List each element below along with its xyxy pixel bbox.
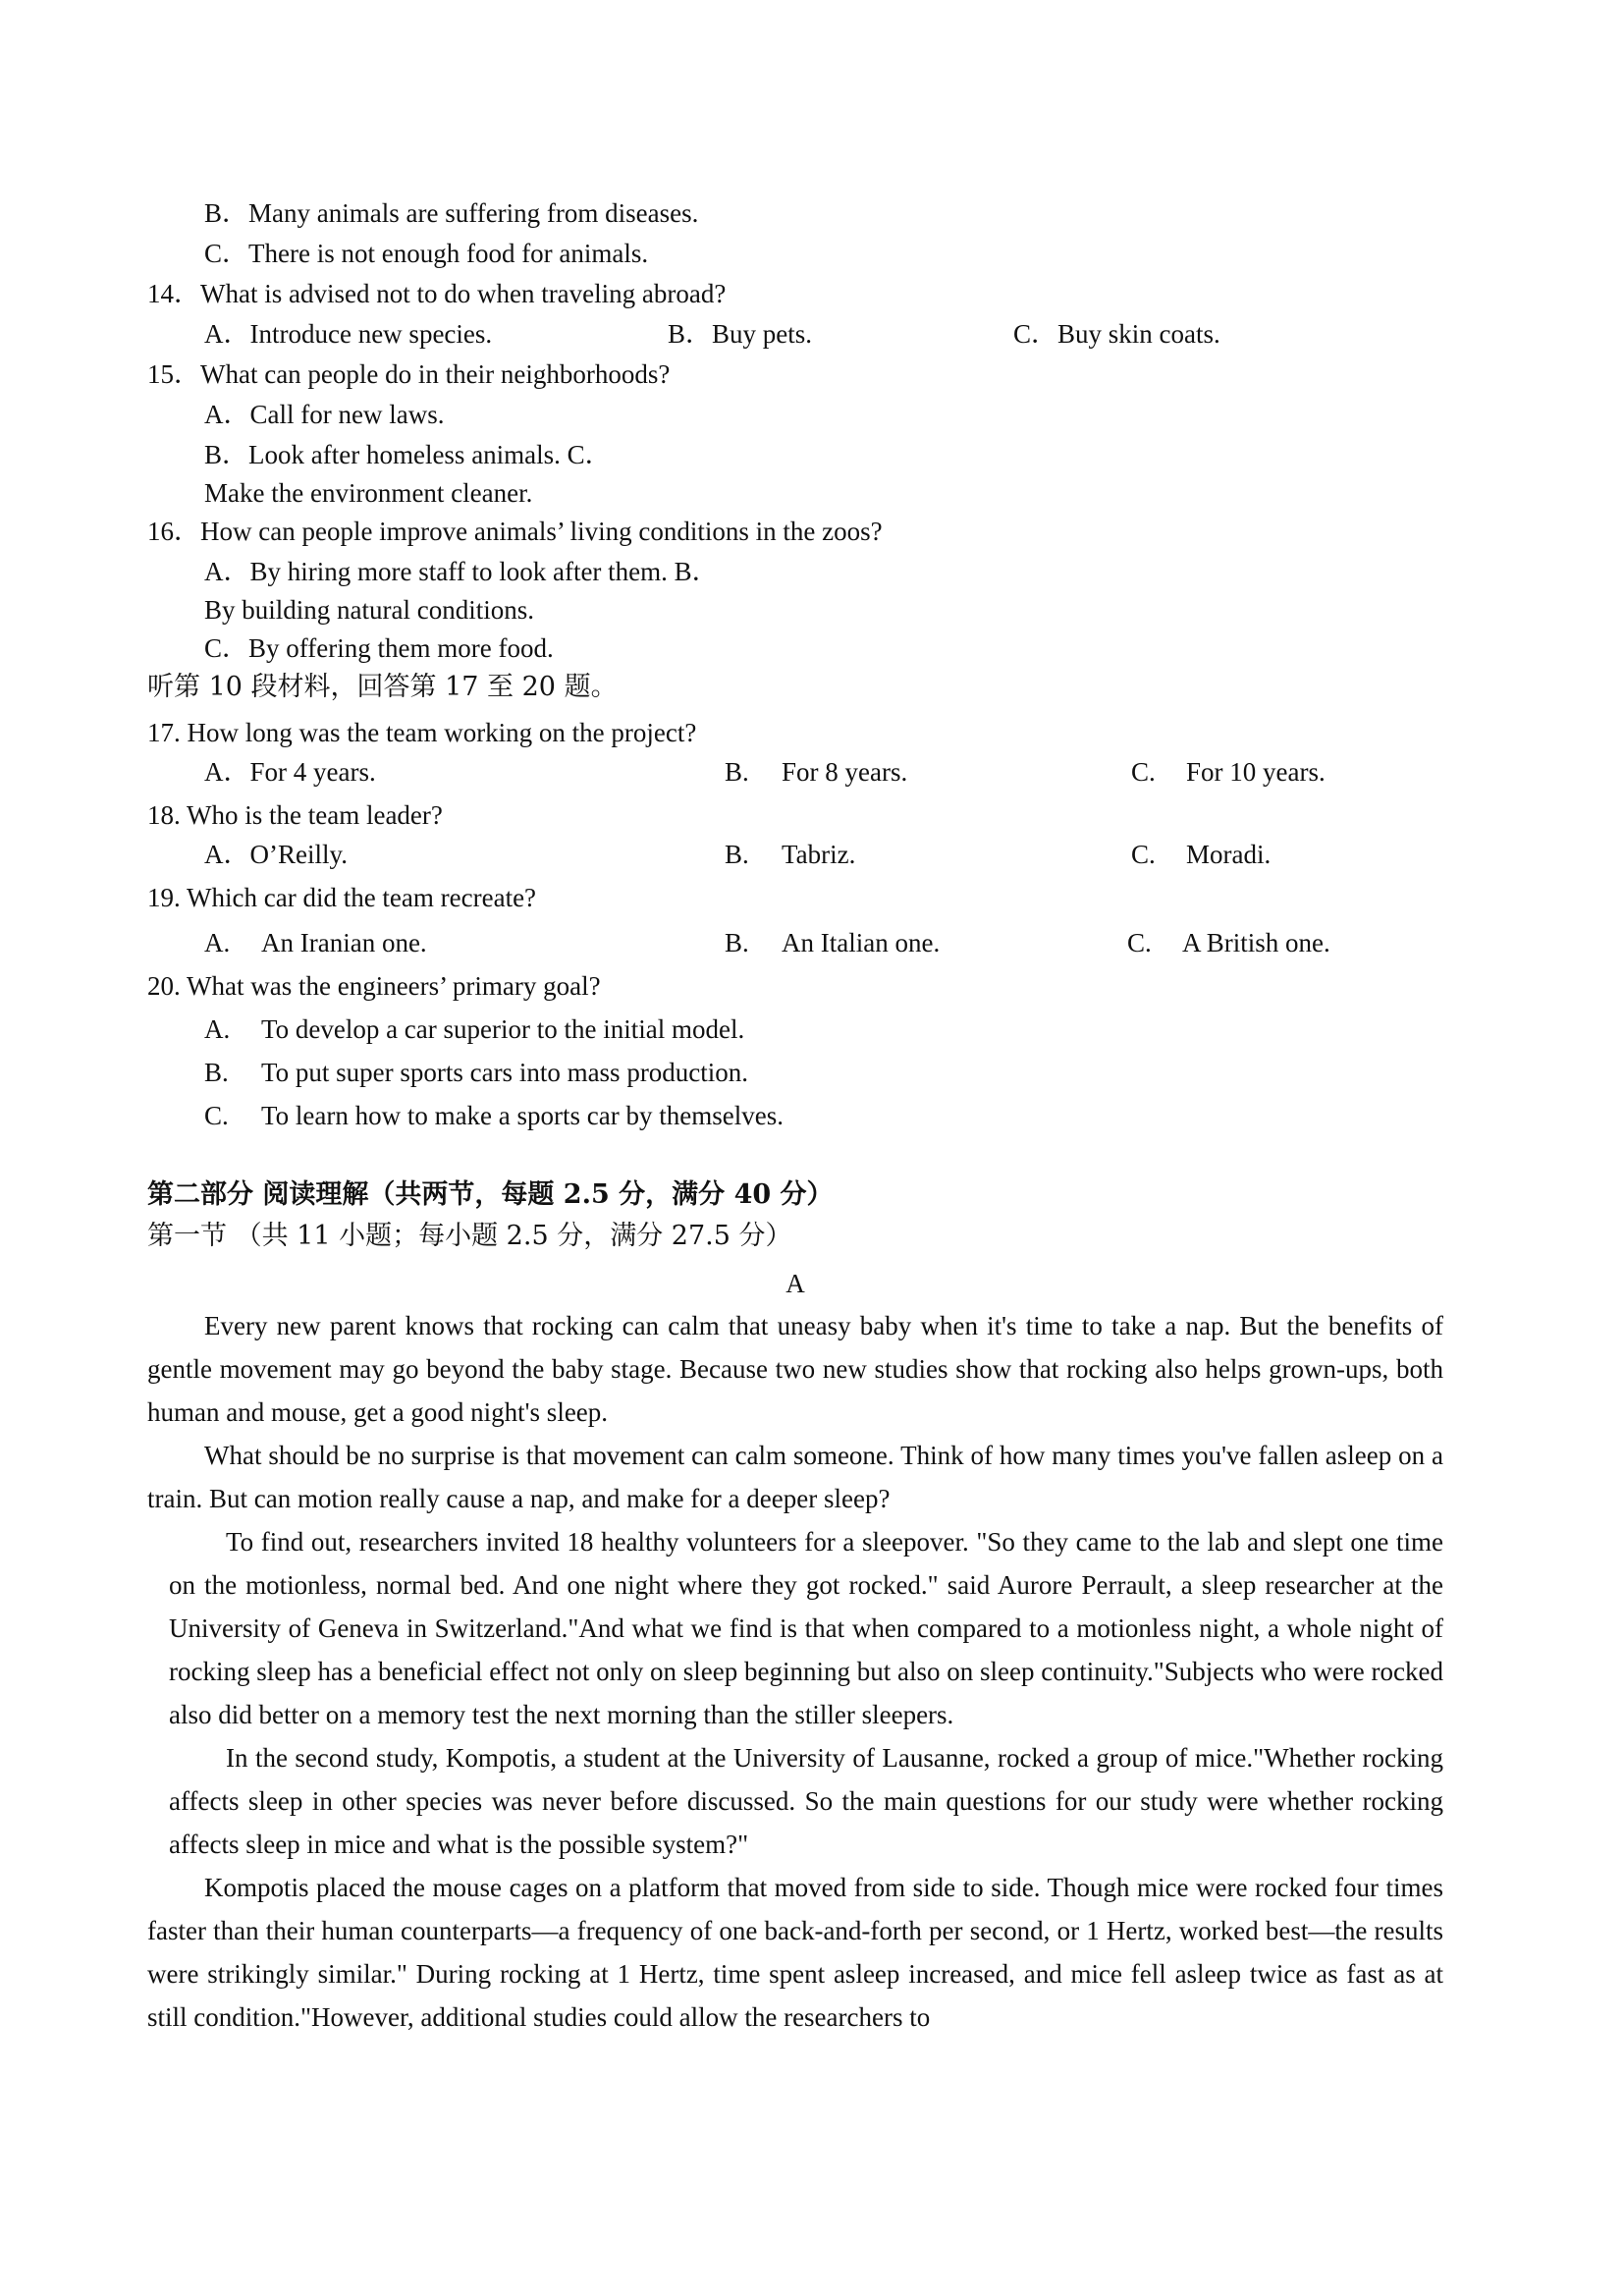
q20-option-b: To put super sports cars into mass production. (261, 1058, 749, 1087)
q18-stem: 18. Who is the team leader? (147, 800, 443, 830)
q14-option-b: B．Buy pets. (668, 319, 813, 349)
q17-option-c-letter: C. (1131, 757, 1156, 787)
q20-option-c: To learn how to make a sports car by themselves. (261, 1101, 784, 1130)
passage-paragraph-1: Every new parent knows that rocking can calm that uneasy baby when it's time to take a nap. But the benefits of gentle movement may go beyond the baby stage. Because two new studies show that rocking also helps grown-ups, both human and mouse, get a good night's sleep. (147, 1311, 1443, 1427)
q13-option-b: B．Many animals are suffering from diseases. (204, 198, 699, 228)
q19-stem: 19. Which car did the team recreate? (147, 883, 537, 912)
q17-option-c: For 10 years. (1186, 757, 1326, 787)
q16-option-a: A．By hiring more staff to look after them. B． (204, 557, 719, 586)
q19-option-c-letter: C. (1127, 928, 1152, 957)
q18-option-b-letter: B. (725, 840, 749, 869)
q20-stem: 20. What was the engineers’ primary goal? (147, 971, 601, 1001)
q15-option-c: Make the environment cleaner. (204, 478, 533, 508)
q18-option-c: Moradi. (1186, 840, 1272, 869)
q20-option-b-letter: B. (204, 1058, 229, 1087)
passage-label: A (785, 1269, 805, 1298)
section-one-title: 第一节 （共 11 小题；每小题 2.5 分，满分 27.5 分） (147, 1221, 792, 1251)
q20-option-c-letter: C. (204, 1101, 229, 1130)
section-10-intro: 听第 10 段材料，回答第 17 至 20 题。 (147, 672, 618, 702)
q13-option-c: C．There is not enough food for animals. (204, 239, 649, 268)
q19-option-b-letter: B. (725, 928, 749, 957)
q16-option-b: By building natural conditions. (204, 595, 534, 625)
q19-option-c: A British one. (1182, 928, 1330, 957)
q18-option-a: A．O’Reilly. (204, 840, 348, 869)
q14-option-a: A．Introduce new species. (204, 319, 493, 349)
q20-option-a: To develop a car superior to the initial model. (261, 1014, 745, 1044)
q16-option-c: C．By offering them more food. (204, 633, 554, 663)
q17-option-a: A．For 4 years. (204, 757, 376, 787)
passage-paragraph-4: In the second study, Kompotis, a student at the University of Lausanne, rocked a group of mice."Whether rocking affects sleep in other species was never before discussed. So the main questions for our study were whether rocking affects sleep in mice and what is the possible system?" (169, 1743, 1443, 1859)
q19-option-a: An Iranian one. (261, 928, 427, 957)
passage-paragraph-2: What should be no surprise is that movement can calm someone. Think of how many times you've fallen asleep on a train. But can motion really cause a nap, and make for a deeper sleep? (147, 1441, 1443, 1513)
q17-stem: 17. How long was the team working on the project? (147, 718, 697, 747)
passage-paragraph-5: Kompotis placed the mouse cages on a platform that moved from side to side. Though mice were rocked four times faster than their human counterparts—a frequency of one back-and-forth per second, or 1 Hertz, worked best—the results were strikingly similar." During rocking at 1 Hertz, time spent asleep increased, and mice fell asleep twice as fast as at still condition."However, additional studies could allow the researchers to (147, 1873, 1443, 2032)
q18-option-c-letter: C. (1131, 840, 1156, 869)
q15-stem: 15．What can people do in their neighborhoods? (147, 359, 671, 389)
q19-option-b: An Italian one. (782, 928, 941, 957)
q14-stem: 14．What is advised not to do when traveling abroad? (147, 279, 727, 308)
passage-paragraph-3: To find out, researchers invited 18 healthy volunteers for a sleepover. "So they came to the lab and slept one time on the motionless, normal bed. And one night where they got rocked." said Aurore Perrault, a sleep researcher at the University of Geneva in Switzerland."And what we find is that when compared to a motionless night, a whole night of rocking sleep has a beneficial effect not only on sleep beginning but also on sleep continuity."Subjects who were rocked also did better on a memory test the next morning than the stiller sleepers. (169, 1527, 1443, 1729)
q18-option-b: Tabriz. (782, 840, 856, 869)
part-two-title: 第二部分 阅读理解（共两节，每题 2.5 分，满分 40 分） (147, 1179, 834, 1210)
q15-option-b: B．Look after homeless animals. C． (204, 440, 612, 469)
q19-option-a-letter: A. (204, 928, 231, 957)
q17-option-b: For 8 years. (782, 757, 908, 787)
q17-option-b-letter: B. (725, 757, 749, 787)
q20-option-a-letter: A. (204, 1014, 231, 1044)
q14-option-c: C．Buy skin coats. (1013, 319, 1220, 349)
q16-stem: 16．How can people improve animals’ living conditions in the zoos? (147, 517, 883, 546)
q15-option-a: A．Call for new laws. (204, 400, 445, 429)
